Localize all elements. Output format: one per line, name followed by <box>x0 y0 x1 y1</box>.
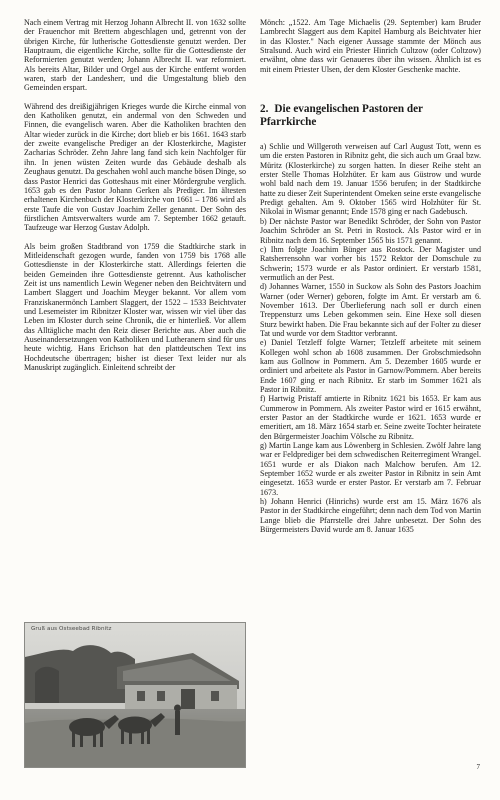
section-heading <box>260 103 481 129</box>
pastor-entry-c: c) Ihm folgte Joachim Bünger aus Rostock. Der Magister und Ratsherrensohn war vorher bis 1572 Rektor der Domschule zu Schwerin; 1573 wurde er als Pastor ordiniert. Er verstarb 1581, vermutlich an der Pest. <box>260 244 481 282</box>
section-title: Die evangelischen Pastoren der Pfarrkirche <box>260 103 423 129</box>
pastor-entry-g: g) Martin Lange kam aus Löwenberg in Schlesien. Zwölf Jahre lang war er Feldprediger bei dem schwedischen Reiterregiment Wrangel. 1651 wurde er als Diakon nach Malchow berufen. Am 12. September 1652 wurde er als zweiter Pastor in Ribnitz in sein Amt eingesetzt. 1653 wurde er erster Pastor. Er verstarb am 7. Februar 1673. <box>260 441 481 497</box>
paragraph-city-fire: Als beim großen Stadtbrand von 1759 die Stadtkirche stark in Mitleidenschaft gezogen wurde, fanden von 1759 bis 1768 alle Gottesdienste in der Klosterkirche statt. Allerdings feierten die beiden Gemeinden ihre Gottesdienste getrennt. Aus katholischer Zeit ist uns namentlich Lewin Wegener neben den Beichtvätern und Lambert Slaggert und Joachim Meyger bekannt. Vor allem vom Franziskanermönch Lambert Slaggert, der 1522 – 1533 Beichtvater und Lesemeister im Ribnitzer Kloster war, wissen wir viel über das Leben im Kloster durch seine Chronik, die er hinterließ. Vor allem das Alltägliche macht den Reiz dieser Berichte aus. Aber auch die Auseinandersetzungen von Katholiken und Lutheranern sind für uns heute wichtig. Hans Erichson hat den plattdeutschen Text ins Hochdeutsche übertragen; bisher ist dieser Text leider nur als Manuskript zugänglich. Einleitend schreibt der <box>24 241 246 373</box>
paragraph-thirty-years-war: Während des dreißigjährigen Krieges wurde die Kirche einmal von den Katholiken genutzt, ein andermal von den Schweden und Finnen, die evangelisch waren. Aber die Katholiken brachten den Altar wieder zurück in die Kirche; dort blieb er bis 1661. 1643 starb der zweite evangelische Prediger an der Klosterkirche, Magister Zacharias Schröder. Zehn Jahre lang fand sich kein Nachfolger für ihn. In jenen wüsten Zeiten wurde das Gebäude deshalb als Zeughaus genutzt. Da geschahen wohl auch manche bösen Dinge, so dass Pastor Henrici das Gotteshaus mit einer Mördergrube verglich. 1653 gab es den Pastor Johann Gerken als Prediger. Im ältesten erhaltenen Kirchenbuch der Klosterkirche von 1661 – 1786 wird als erste Taufe die von Gustav Joachim Zeller genannt. Der Sohn des fürstlichen Amtsverwalters wurde am 7. September 1662 getauft. Taufzeuge war Herzog Gustav Adolph. <box>24 101 246 233</box>
pastor-entry-a: a) Schlie und Willgeroth verweisen auf Carl August Tott, wenn es um die ersten Pastoren in Ribnitz geht, die sich auch um Graal bzw. Müritz (Klosterkirche) zu sorgen hatten. In dieser Reihe steht an erster Stelle Thomas Holzhüter. Er kam aus Güstrow und wurde wohl bald nach dem 19. Januar 1556 berufen; in der Stadtkirche hatte zu dieser Zeit Superintendent Omeken seine erste evangelische Predigt gehalten. Am 9. Oktober 1565 wird Holzhüter für St. Nikolai in Wismar genannt; Ende 1578 ging er nach Gadebusch. <box>260 142 481 217</box>
pastor-list <box>260 142 481 534</box>
section-number: 2. <box>260 103 269 116</box>
photo-caption: Gruß aus Ostseebad Ribnitz <box>31 626 112 632</box>
pastor-entry-f: f) Hartwig Pristaff amtierte in Ribnitz 1621 bis 1653. Er kam aus Cummerow in Pommern. Als zweiter Pastor wird er 1615 erwähnt, erster Pastor an der Stadtkirche wurde er 1621. 1653 wurde er emeritiert, am 18. März 1654 starb er. Seine zweite Tochter heiratete den Bürgermeister Joachim Völsche zu Ribnitz. <box>260 394 481 441</box>
pastor-entry-b: b) Der nächste Pastor war Benedikt Schröder, der Sohn von Pastor Joachim Schröder an St. Petri in Rostock. Als Pastor wird er in Ribnitz nach dem 16. September 1565 bis 1571 genannt. <box>260 216 481 245</box>
left-column <box>24 18 246 372</box>
pastor-entry-d: d) Johannes Warner, 1550 in Suckow als Sohn des Pastors Joachim Warner (oder Werner) geboren, folgte im Amt. Er verstarb am 6. November 1613. Der Überlieferung nach soll er durch einen Treppensturz ums Leben gekommen sein. Eine Hexe soll diesen Sturz bewirkt haben. Die Frau bekannte sich auf der Folter zu dieser Tat und wurde vor dem Stadttor verbrannt. <box>260 282 481 338</box>
historic-photo <box>24 622 246 768</box>
page-number: 7 <box>476 763 480 771</box>
pastor-entry-h: h) Johann Henrici (Hinrichs) wurde erst am 15. März 1676 als Pastor in der Stadtkirche eingeführt; denn nach dem Tod von Martin Lange blieb die Pfarrstelle drei Jahre unbesetzt. Der Sohn des Bürgermeisters David wurde am 8. Januar 1635 <box>260 497 481 535</box>
farm-scene-photo <box>25 623 245 767</box>
paragraph-frauenchor: Nach einem Vertrag mit Herzog Johann Albrecht II. von 1632 sollte der Frauenchor mit Brettern abgeschlagen und, getrennt von der übrigen Kirche, für lutherische Gottesdienste genutzt werden. Der Hauptraum, die eigentliche Kirche, sollte für die Gottesdienste der Reformierten genutzt werden; Johann Albrecht II. war reformiert. Als bereits Altar, Bilder und Orgel aus der Kirche entfernt worden waren, starb der Landesherr, und die Umgestaltung blieb den Gemeinden erspart. <box>24 18 246 93</box>
pastor-entry-e: e) Daniel Tetzleff folgte Warner; Tetzleff arbeitete mit seinem Kollegen wohl schon ab 1608 zusammen. Der Grobschmiedsohn kam aus Gollnow in Pommern. Am 5. Dezember 1605 wurde er ordiniert und arbeitete als Pastor in Garnow/Pommern. Aber bereits Ende 1607 ging er nach Ribnitz. Er starb im Sommer 1621 als Pastor in Ribnitz. <box>260 338 481 394</box>
paragraph-monk-quote: Mönch: „1522. Am Tage Michaelis (29. September) kam Bruder Lambrecht Slaggert aus dem Kapitel Hamburg als Beichtvater hier in das Kloster." Nach eigener Aussage stammte der Mönch aus Stralsund. Auch wird ein Priester Hinrich Cultzow (oder Coltzow) erwähnt, ohne dass wir Genaueres über ihn wissen. Ähnlich ist es mit einem Priester Ulsen, der dem Kloster Geschenke machte. <box>260 18 481 74</box>
right-column <box>260 18 481 535</box>
